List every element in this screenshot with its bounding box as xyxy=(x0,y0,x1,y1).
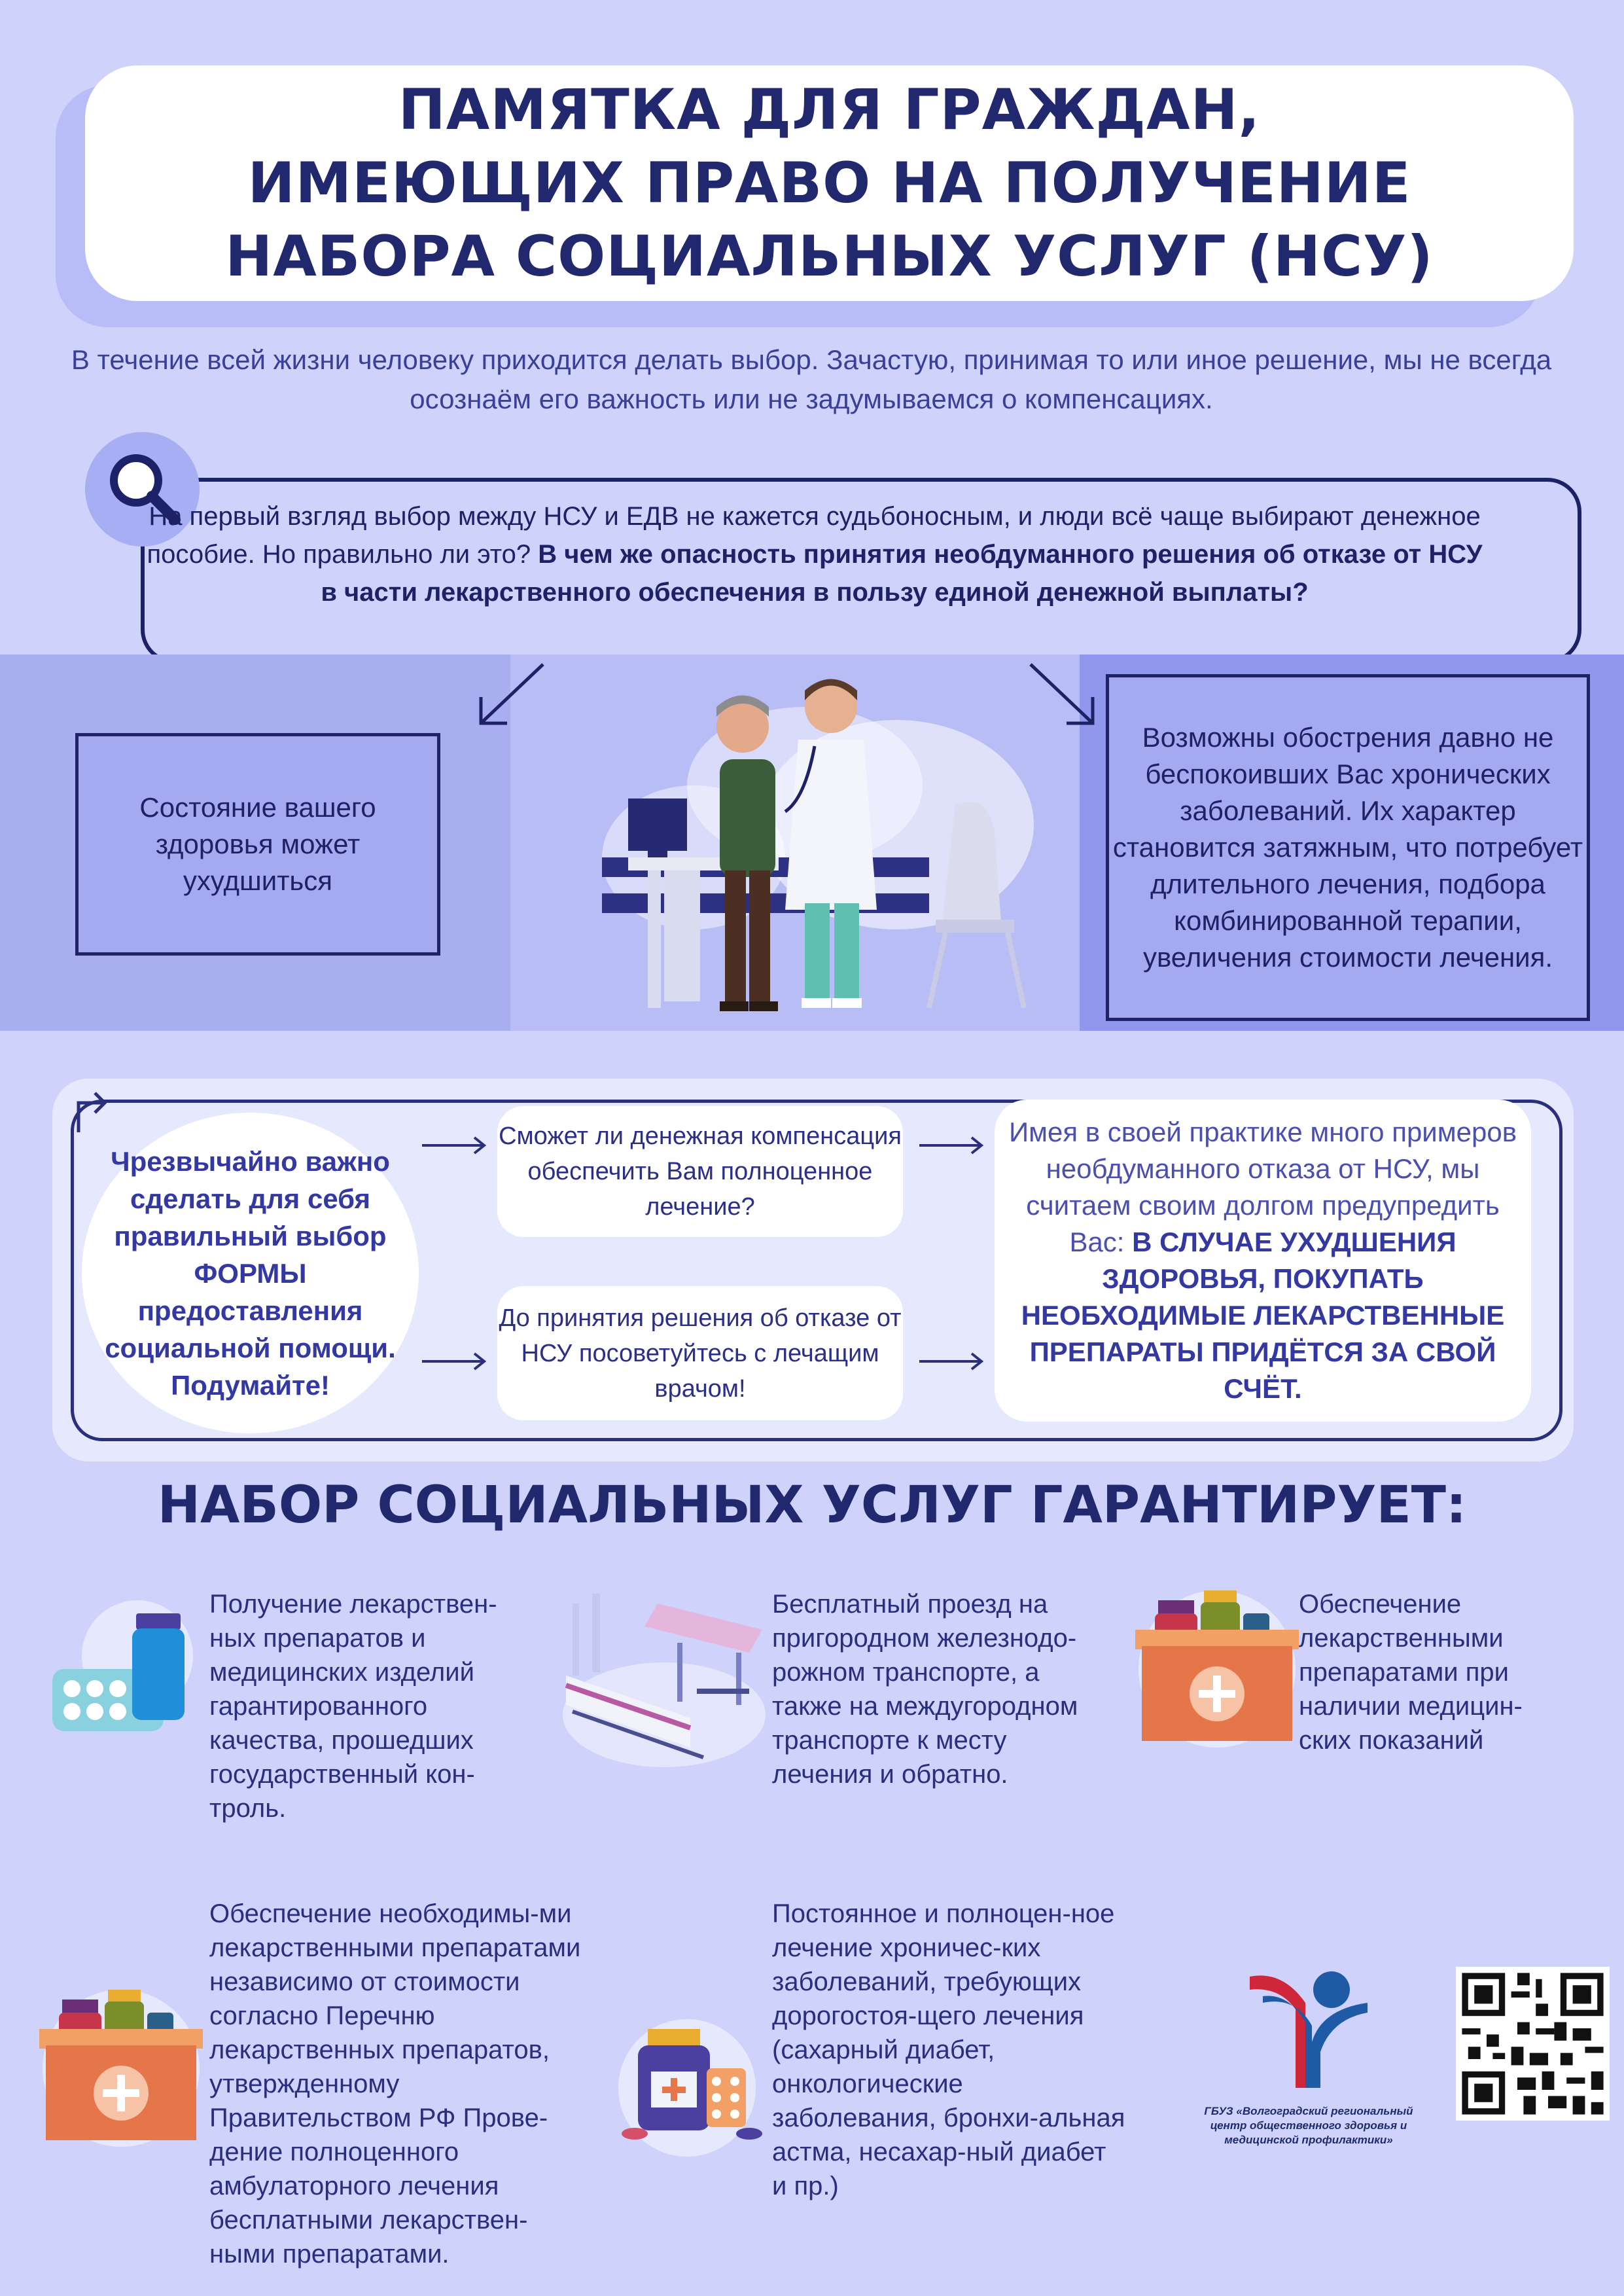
guarantee-item-1: Получение лекарствен-ных препаратов и медицинских изделий гарантированного качества, прошедших государственный кон-троль. xyxy=(209,1590,497,1823)
title-card xyxy=(85,65,1574,301)
arrow-right-icon xyxy=(419,1132,491,1158)
doctor-advice-pill: До принятия решения об отказе от НСУ посоветуйтесь с лечащим врачом! xyxy=(497,1286,903,1420)
warning-plain: Имея в своей практике много примеров необдуманного отказа от НСУ, мы считаем своим долгом предупредить Вас: xyxy=(1008,1117,1517,1257)
page-title: ПАМЯТКА ДЛЯ ГРАЖДАН, ИМЕЮЩИХ ПРАВО НА ПОЛУЧЕНИЕ НАБОРА СОЦИАЛЬНЫХ УСЛУГ (НСУ) xyxy=(225,77,1434,289)
guarantee-item-5: Постоянное и полноцен-ное лечение хроничес-ких заболеваний, требующих дорогостоя-щего лечения (сахарный диабет, онкологические заболевания, бронхи-альная астма, несахар-ный диабет и пр.) xyxy=(772,1899,1125,2200)
question-pill: Сможет ли денежная компенсация обеспечить Вам полноценное лечение? xyxy=(497,1106,903,1237)
intro-text: В течение всей жизни человеку приходится делать выбор. Зачастую, принимая то или иное решение, мы не всегда осознаём его важность или не задумываемся о компенсациях. xyxy=(71,344,1552,414)
medicine-box-icon xyxy=(36,1983,206,2153)
org-logo xyxy=(1243,1964,1374,2094)
warning-pill xyxy=(995,1100,1531,1422)
consequence-left: Состояние вашего здоровья может ухудшиться xyxy=(75,733,440,956)
train-icon xyxy=(559,1590,769,1774)
doctor-patient-illustration xyxy=(589,661,1047,1018)
arrow-down-left-icon xyxy=(471,661,550,733)
question-plain: На первый взгляд выбор между НСУ и ЕДВ не кажется судьбоносным, и люди всё чаще выбирают денежное пособие. Но правильно ли это? xyxy=(147,502,1481,569)
question-text xyxy=(141,497,1489,611)
guarantee-item-4: Обеспечение необходимы-ми лекарственными препаратами независимо от стоимости согласно Перечню лекарственных препаратов, утвержденному Правительством РФ Прове-дение полноценного амбулаторного лечения бесплатными лекарствен-ными препаратами. xyxy=(209,1899,581,2269)
question-bold: В чем же опасность принятия необдуманного решения об отказе от НСУ в части лекарственного обеспечения в пользу единой денежной выплаты? xyxy=(321,540,1483,607)
consequence-right: Возможны обострения давно не беспокоивших Вас хронических заболеваний. Их характер становится затяжным, что потребует длительного лечения, подбора комбинированной терапии, увеличения стоимости лечения. xyxy=(1106,674,1590,1021)
arrow-right-icon xyxy=(419,1348,491,1374)
arrow-right-icon xyxy=(916,1348,988,1374)
medicine-bottle-icon xyxy=(609,2009,772,2160)
medicine-box-icon xyxy=(1132,1584,1302,1754)
guarantee-item-3: Обеспечение лекарственными препаратами при наличии медицин-ских показаний xyxy=(1299,1590,1523,1755)
guarantee-item-2: Бесплатный проезд на пригородном железнодо-рожном транспорте, а также на междугородном транспорте к месту лечения и обратно. xyxy=(772,1590,1078,1789)
corner-arrow-icon xyxy=(65,1086,118,1139)
arrow-right-icon xyxy=(916,1132,988,1158)
qr-code[interactable] xyxy=(1456,1967,1610,2121)
warning-bold: В СЛУЧАЕ УХУДШЕНИЯ ЗДОРОВЬЯ, ПОКУПАТЬ НЕОБХОДИМЫЕ ЛЕКАРСТВЕННЫЕ ПРЕПАРАТЫ ПРИДЁТСЯ ЗА СВОЙ СЧЁТ. xyxy=(1021,1227,1505,1404)
org-name: ГБУЗ «Волгоградский региональный центр общественного здоровья и медицинской профилактики» xyxy=(1204,2105,1413,2146)
pills-icon xyxy=(52,1590,209,1748)
advice-circle: Чрезвычайно важно сделать для себя правильный выбор ФОРМЫ предоставления социальной помощи. Подумайте! xyxy=(82,1113,419,1433)
guarantee-heading: НАБОР СОЦИАЛЬНЫХ УСЛУГ ГАРАНТИРУЕТ: xyxy=(157,1476,1467,1535)
